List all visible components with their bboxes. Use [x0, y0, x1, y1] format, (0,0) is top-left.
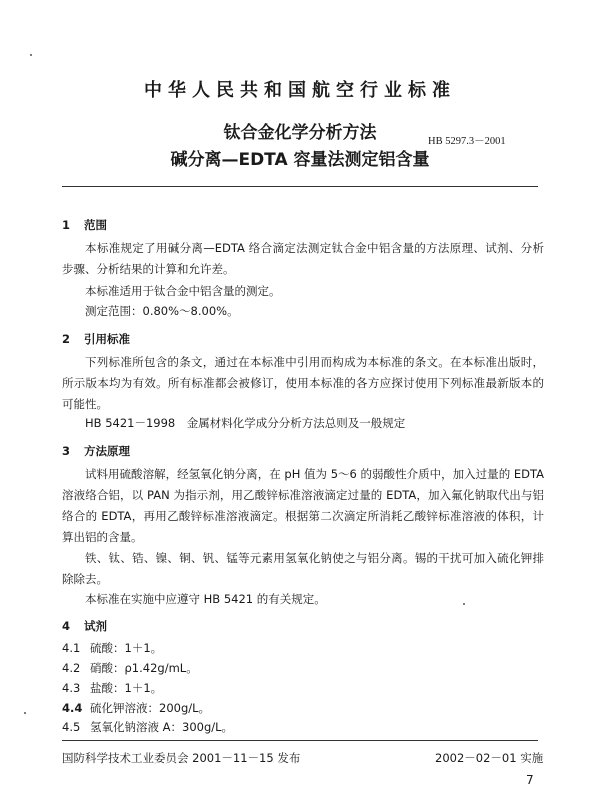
reagent-number: 4.5 [62, 720, 81, 734]
reagent-item [62, 660, 198, 676]
standard-category-header: 中华人民共和国航空行业标准 [144, 80, 456, 101]
section-title: 引用标准 [84, 332, 131, 346]
scope-applicability: 本标准适用于钛合金中铝含量的测定。 [85, 284, 281, 298]
scan-speck [24, 712, 26, 714]
reagent-item [62, 640, 162, 656]
reagent-text: 硫化钾溶液：200g/L。 [90, 701, 211, 715]
principle-paragraph: 试料用硫酸溶解，经氢氧化钠分离，在 pH 值为 5～6 的弱酸性介质中，加入过量的 EDTA 溶液络合铝，以 PAN 为指示剂，用乙酸锌标准溶液滴定过量的 EDTA，加入氟化钠取代出与铝络合的 EDTA，再用乙酸锌标准溶液滴定。根据第二次滴定所消耗乙酸锌标准溶液的体积，计算出铝的含量。 [62, 467, 544, 544]
reagent-text: 盐酸：1＋1。 [90, 681, 163, 695]
section-title: 范围 [84, 218, 108, 232]
references-paragraph: 下列标准所包含的条文，通过在本标准中引用而构成为本标准的条文。在本标准出版时，所示版本均为有效。所有标准都会被修订，使用本标准的各方应探讨使用下列标准最新版本的可能性。 [62, 355, 544, 411]
standard-number: HB 5297.3－2001 [428, 136, 506, 147]
section-number: 2 [62, 332, 71, 346]
reagent-item [62, 700, 210, 716]
page-number: 7 [526, 773, 534, 787]
section-number: 3 [62, 444, 71, 458]
compliance-note: 本标准在实施中应遵守 HB 5421 的有关规定。 [85, 592, 326, 606]
reagent-text: 硝酸：ρ1.42g/mL。 [90, 661, 198, 675]
scope-range: 测定范围：0.80%～8.00%。 [85, 304, 239, 318]
reagent-number: 4.3 [62, 681, 81, 695]
section-title: 试剂 [84, 619, 108, 633]
reagent-text: 氢氧化钠溶液 A：300g/L。 [90, 720, 234, 734]
reference-item: HB 5421－1998 金属材料化学成分分析方法总则及一般规定 [85, 416, 406, 430]
reagent-number: 4.4 [62, 701, 83, 715]
section-scope-heading [62, 217, 107, 233]
scan-speck [30, 54, 32, 56]
title-line-2: 碱分离—EDTA 容量法测定铝含量 [170, 150, 430, 170]
section-title: 方法原理 [84, 444, 131, 458]
section-reagents-heading [62, 618, 107, 634]
scan-speck [463, 603, 465, 605]
footer-divider [62, 740, 538, 741]
section-principle-heading [62, 443, 130, 459]
title-line-1: 钛合金化学分析方法 [223, 123, 377, 143]
reagent-number: 4.1 [62, 641, 81, 655]
issuer-line: 国防科学技术工业委员会 2001－11－15 发布 [62, 751, 301, 765]
section-number: 4 [62, 619, 71, 633]
section-references-heading [62, 331, 130, 347]
reagent-text: 硫酸：1＋1。 [90, 641, 163, 655]
header-divider [62, 186, 538, 187]
reagent-item [62, 719, 233, 735]
implementation-date: 2002－02－01 实施 [435, 751, 544, 765]
interference-paragraph: 铁、钛、锆、镍、铜、钒、锰等元素用氢氧化钠使之与铝分离。锡的干扰可加入硫化钾排除除去。 [62, 551, 544, 586]
section-number: 1 [62, 218, 71, 232]
scope-paragraph: 本标准规定了用碱分离—EDTA 络合滴定法测定钛合金中铝含量的方法原理、试剂、分析步骤、分析结果的计算和允许差。 [62, 241, 544, 276]
reagent-number: 4.2 [62, 661, 81, 675]
reagent-item [62, 680, 162, 696]
